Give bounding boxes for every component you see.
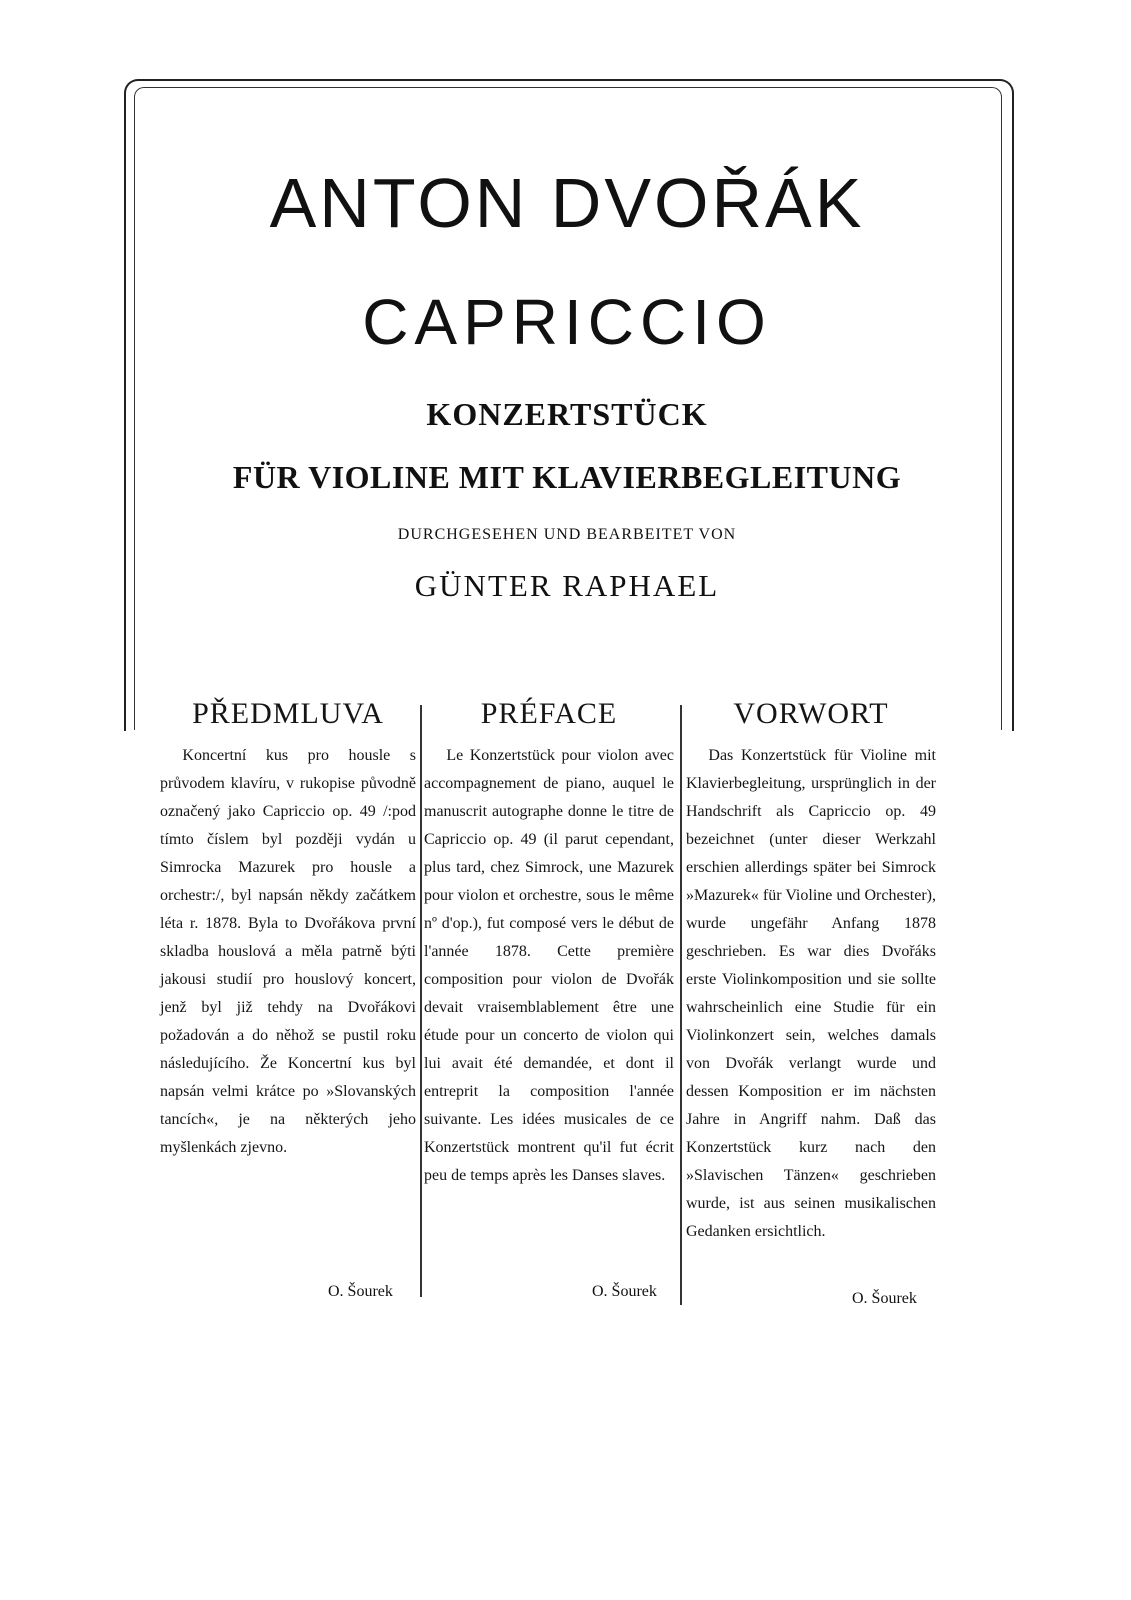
editor-name: GÜNTER RAPHAEL: [414, 568, 720, 603]
preface-french: [424, 697, 674, 1190]
preface-signature: O. Šourek: [592, 1283, 657, 1300]
work-title: CAPRICCIO: [362, 286, 772, 358]
title-block: [134, 150, 1000, 604]
revised-by-line: DURCHGESEHEN UND BEARBEITET VON: [397, 526, 737, 543]
work-subtitle: KONZERTSTÜCK: [426, 396, 708, 432]
preface-signature: O. Šourek: [852, 1290, 917, 1307]
composer-name: ANTON DVOŘÁK: [269, 164, 865, 242]
preface-heading: PRÉFACE: [480, 697, 618, 730]
column-divider: [680, 705, 682, 1305]
instrumentation: FÜR VIOLINE MIT KLAVIERBEGLEITUNG: [232, 459, 902, 495]
preface-german: [686, 697, 936, 1246]
preface-heading: PŘEDMLUVA: [192, 697, 384, 730]
preface-text: Koncertní kus pro housle s průvodem klavíru, v rukopise původně označený jako Capriccio op. 49 /:pod tímto číslem byl později vydán u Simrocka Mazurek pro housle a orchestr:/, byl napsán někdy začátkem léta r. 1878. Byla to Dvořákova první skladba houslová a měla patrně býti jakousi studií pro houslový koncert, jenž byl již tehdy na Dvořákovi požadován a do něhož se pustil roku následujícího. Že Koncertní kus byl napsán velmi krátce po »Slovanských tancích«, je na některých jeho myšlenkách zjevno.: [160, 747, 416, 1156]
preface-text: Das Konzertstück für Violine mit Klavierbegleitung, ursprünglich in der Handschrift als Capriccio op. 49 bezeichnet (unter dieser Werkzahl erschien allerdings später bei Simrock »Mazurek« für Violine und Orchester), wurde ungefähr Anfang 1878 geschrieben. Es war dies Dvořáks erste Violinkomposition und sie sollte wahrscheinlich eine Studie für ein Violinkonzert sein, welches damals von Dvořák verlangt wurde und dessen Komposition er im nächsten Jahre in Angriff nahm. Daß das Konzertstück kurz nach den »Slavischen Tänzen« geschrieben wurde, ist aus seinen musikalischen Gedanken ersichtlich.: [686, 747, 936, 1240]
preface-czech: [160, 697, 416, 1162]
preface-text: Le Konzertstück pour violon avec accompagnement de piano, auquel le manuscrit autographe donne le titre de Capriccio op. 49 (il parut cependant, plus tard, chez Simrock, une Mazurek pour violon et orchestre, sous le même nº d'op.), fut composé vers le début de l'année 1878. Cette première composition pour violon de Dvořák devait vraisemblablement être une étude pour un concerto de violon qui lui avait été demandée, et dont il entreprit la composition l'année suivante. Les idées musicales de ce Konzertstück montrent qu'il fut écrit peu de temps après les Danses slaves.: [424, 747, 674, 1184]
preface-signature: O. Šourek: [328, 1283, 393, 1300]
preface-heading: VORWORT: [733, 697, 889, 730]
column-divider: [420, 705, 422, 1297]
